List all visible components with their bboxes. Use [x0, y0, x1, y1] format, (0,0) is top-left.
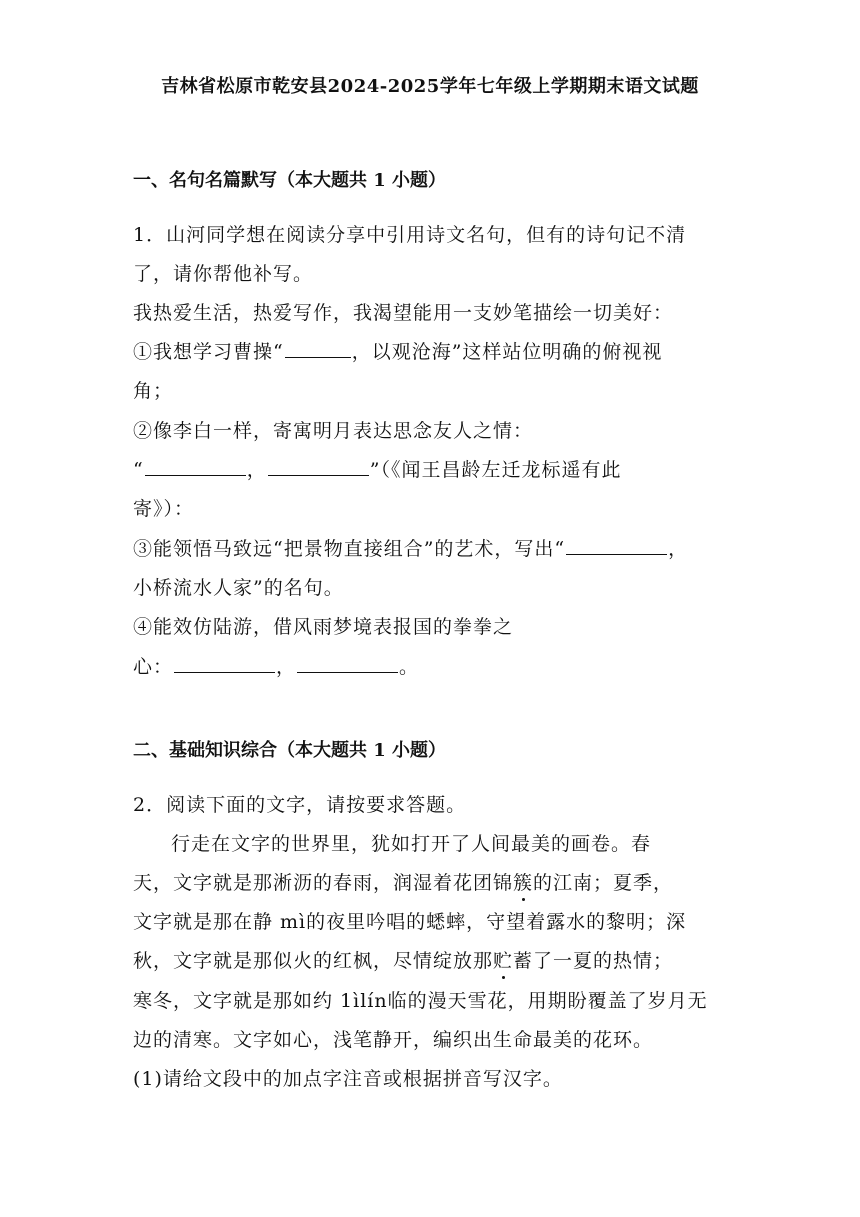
answer-blank[interactable]: [174, 654, 275, 673]
item-1-text-a: ①我想学习曹操“: [133, 341, 284, 363]
passage-text: 秋，文字就是那似火的红枫，尽情绽放那: [133, 950, 494, 972]
passage-line-3: 文字就是那在静 mì的夜里吟唱的蟋蟀，守望着露水的黎明；深: [133, 911, 687, 933]
passage-line-4: [133, 946, 673, 973]
page-title: 吉林省松原市乾安县2024-2025学年七年级上学期期末语文试题: [161, 76, 699, 97]
dotted-character: 贮: [493, 946, 513, 973]
item-2-source: ”（《闻王昌龄左迁龙标遥有此: [369, 459, 622, 481]
passage-text: 的江南；夏季，: [533, 872, 674, 894]
quote-open: “: [133, 459, 144, 481]
q1-item-2-cont: 寄》）：: [133, 498, 195, 520]
passage-line-1: 行走在文字的世界里，犹如打开了人间最美的画卷。春: [171, 833, 652, 855]
passage-line-6: 边的清寒。文字如心，浅笔静开，编织出生命最美的花环。: [133, 1029, 654, 1051]
passage-line-5: 寒冬，文字就是那如约 1ìlín临的漫天雪花，用期盼覆盖了岁月无: [133, 990, 708, 1012]
q1-item-2: ②像李白一样，寄寓明月表达思念友人之情：: [133, 420, 534, 442]
item-3-text: ③能领悟马致远“把景物直接组合”的艺术，写出“: [133, 538, 566, 560]
q1-item-4: ④能效仿陆游，借风雨梦境表报国的拳拳之: [133, 616, 514, 638]
q1-line-3: 我热爱生活，热爱写作，我渴望能用一支妙笔描绘一切美好：: [133, 302, 674, 324]
period: 。: [399, 656, 420, 678]
section-2-heading: 二、基础知识综合（本大题共 1 小题）: [133, 740, 447, 761]
q1-item-1-cont: 角；: [133, 380, 174, 402]
item-4-prefix: 心：: [133, 656, 174, 678]
comma: ，: [246, 459, 267, 481]
comma: ，: [276, 656, 297, 678]
q2-intro: 2．阅读下面的文字，请按要求答题。: [133, 794, 467, 816]
q1-item-4-blanks: [133, 652, 419, 679]
answer-blank[interactable]: [566, 536, 667, 555]
comma: ，: [668, 538, 689, 560]
passage-text: 蓄了一夏的热情；: [513, 950, 674, 972]
answer-blank[interactable]: [297, 654, 398, 673]
answer-blank[interactable]: [145, 457, 246, 476]
item-1-text-b: ，以观沧海”这样站位明确的俯视视: [351, 341, 663, 363]
q1-item-1: [133, 337, 662, 364]
q1-item-3: [133, 534, 688, 561]
q1-item-2-blanks: [133, 455, 621, 482]
passage-text: 天，文字就是那淅沥的春雨，润湿着花团锦: [133, 872, 514, 894]
section-1-heading: 一、名句名篇默写（本大题共 1 小题）: [133, 170, 447, 191]
sub-question-1: (1)请给文段中的加点字注音或根据拼音写汉字。: [133, 1068, 563, 1090]
q1-line-2: 了，请你帮他补写。: [133, 263, 314, 285]
answer-blank[interactable]: [285, 339, 351, 358]
q1-line-1: 1．山河同学想在阅读分享中引用诗文名句，但有的诗句记不清: [133, 224, 687, 246]
answer-blank[interactable]: [268, 457, 369, 476]
dotted-character: 簇: [513, 868, 533, 895]
passage-line-2: [133, 868, 673, 895]
q1-item-3-cont: 小桥流水人家”的名句。: [133, 577, 344, 599]
